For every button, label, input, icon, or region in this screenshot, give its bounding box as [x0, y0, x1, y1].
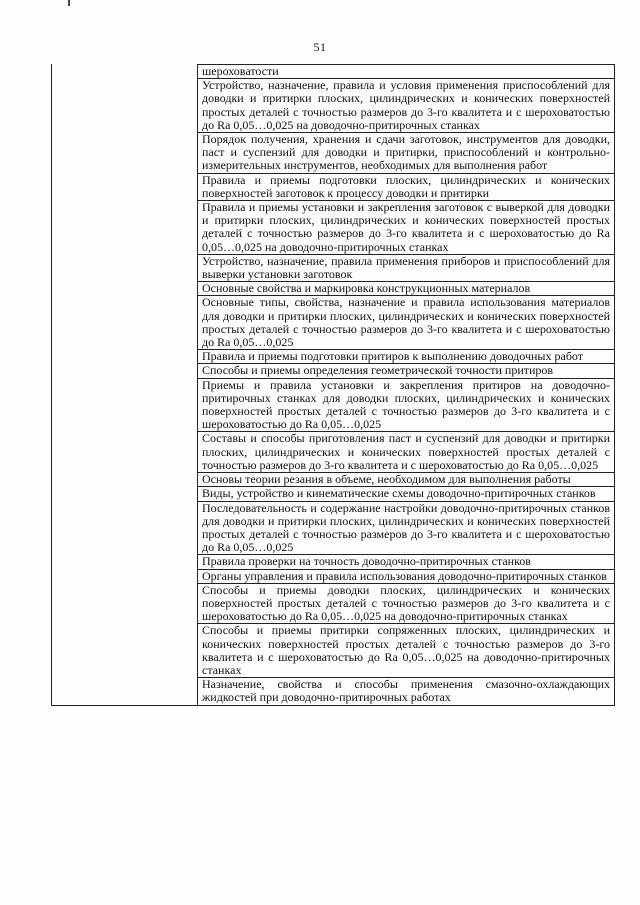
table-row: Основные свойства и маркировка конструкционных материалов: [198, 281, 614, 295]
table-row: Порядок получения, хранения и сдачи заготовок, инструментов для доводки, паст и суспензий для доводки и притирки, приспособлений и контрольно-измерительных инструментов, необходимых для выполнения работ: [198, 132, 614, 173]
page-number: 51: [313, 40, 327, 54]
table-left-column: [52, 64, 198, 705]
table-row: Способы и приемы притирки сопряженных плоских, цилиндрических и конических поверхностей простых деталей с точностью размеров до 3-го квалитета и с шероховатостью до Ra 0,05…0,025 на доводочно-притирочных станках: [198, 623, 614, 677]
table-row: Устройство, назначение, правила и условия применения приспособлений для доводки и притирки плоских, цилиндрических и конических поверхностей простых деталей с точностью размеров до 3-го квалитета и с шероховатостью до Ra 0,05…0,025 на доводочно-притирочных станках: [198, 78, 614, 132]
table-row: Последовательность и содержание настройки доводочно-притирочных станков для доводки и притирки плоских, цилиндрических и конических поверхностей простых деталей с точностью размеров до 3-го квалитета и с шероховатостью до Ra 0,05…0,025: [198, 501, 614, 555]
table-row: Способы и приемы определения геометрической точности притиров: [198, 363, 614, 377]
table-row: Способы и приемы доводки плоских, цилиндрических и конических поверхностей простых деталей с точностью размеров до 3-го квалитета и с шероховатостью до Ra 0,05…0,025 на доводочно-притирочных станках: [198, 583, 614, 624]
table-row: Виды, устройство и кинематические схемы доводочно-притирочных станков: [198, 486, 614, 500]
table-row: Назначение, свойства и способы применения смазочно-охлаждающих жидкостей при доводочно-притирочных работах: [198, 677, 614, 704]
knowledge-table: [51, 64, 615, 706]
table-row: Приемы и правила установки и закрепления притиров на доводочно-притирочных станках для доводки плоских, цилиндрических и конических поверхностей простых деталей с точностью размеров до 3-го квалитета и с шероховатостью до Ra 0,05…0,025: [198, 378, 614, 432]
table-right-column: [198, 64, 614, 705]
scan-artifact: [68, 0, 78, 6]
table-row: Правила проверки на точность доводочно-притирочных станков: [198, 554, 614, 568]
table-row: Составы и способы приготовления паст и суспензий для доводки и притирки плоских, цилиндрических и конических поверхностей простых деталей с точностью размеров до 3-го квалитета и с шероховатостью до Ra 0,05…0,025: [198, 431, 614, 472]
table-row: Правила и приемы установки и закрепления заготовок с выверкой для доводки и притирки плоских, цилиндрических и конических поверхностей простых деталей с точностью размеров до 3-го квалитета и с шероховатостью до Ra 0,05…0,025 на доводочно-притирочных станках: [198, 200, 614, 254]
table-row: Основы теории резания в объеме, необходимом для выполнения работы: [198, 472, 614, 486]
table-row: Основные типы, свойства, назначение и правила использования материалов для доводки и притирки плоских, цилиндрических и конических поверхностей простых деталей с точностью размеров до 3-го квалитета и с шероховатостью до Ra 0,05…0,025: [198, 295, 614, 349]
table-row: Правила и приемы подготовки притиров к выполнению доводочных работ: [198, 349, 614, 363]
table-row: Устройство, назначение, правила применения приборов и приспособлений для выверки установки заготовок: [198, 254, 614, 281]
table-row: Органы управления и правила использования доводочно-притирочных станков: [198, 569, 614, 583]
table-row: Правила и приемы подготовки плоских, цилиндрических и конических поверхностей заготовок к процессу доводки и притирки: [198, 173, 614, 200]
table-row: шероховатости: [198, 64, 614, 78]
